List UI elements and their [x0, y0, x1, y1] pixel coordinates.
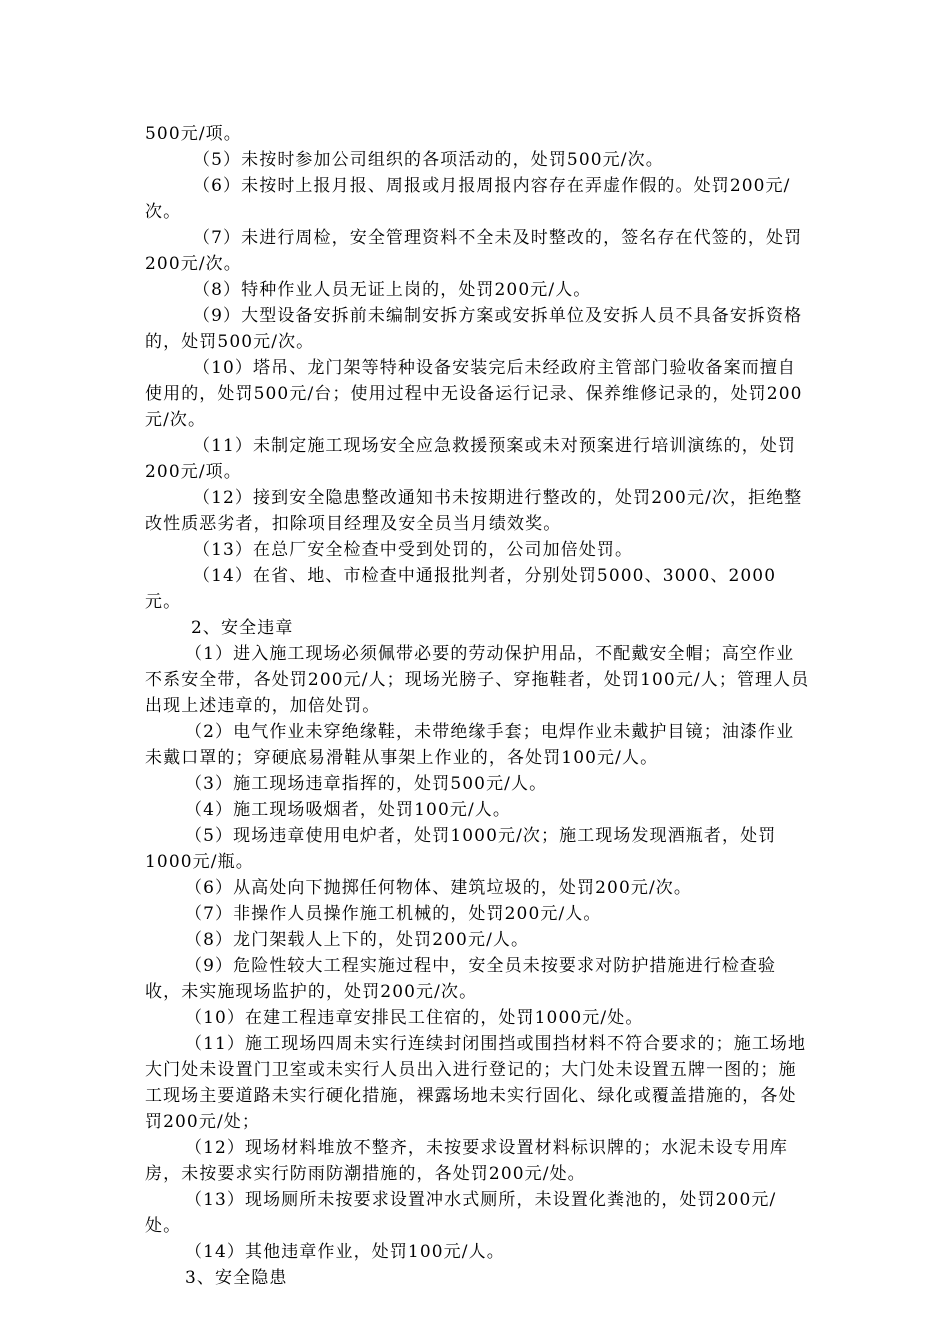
violation-item-11: （11）施工现场四周未实行连续封闭围挡或围挡材料不符合要求的；施工场地大门处未设置门卫室或未实行人员出入进行登记的；大门处未设置五牌一图的；施工现场主要道路未实行硬化措施，裸露场地未实行固化、绿化或覆盖措施的，各处罚200元/处； — [145, 1034, 807, 1132]
violation-item-8: （8）龙门架载人上下的，处罚200元/人。 — [185, 930, 530, 950]
violation-item-13: （13）现场厕所未按要求设置冲水式厕所，未设置化粪池的，处罚200元/处。 — [145, 1190, 777, 1236]
penalty-item-6: （6）未按时上报月报、周报或月报周报内容存在弄虚作假的。处罚200元/次。 — [145, 176, 791, 222]
violation-item-9: （9）危险性较大工程实施过程中，安全员未按要求对防护措施进行检查验收，未实施现场监护的，处罚200元/次。 — [145, 956, 777, 1002]
penalty-item-5: （5）未按时参加公司组织的各项活动的，处罚500元/次。 — [193, 150, 664, 170]
violation-item-3: （3）施工现场违章指挥的，处罚500元/人。 — [185, 774, 548, 794]
penalty-item-13: （13）在总厂安全检查中受到处罚的，公司加倍处罚。 — [193, 540, 634, 560]
violation-item-10: （10）在建工程违章安排民工住宿的，处罚1000元/处。 — [185, 1008, 644, 1028]
section-heading-safety-hazards: 3、安全隐患 — [185, 1268, 288, 1288]
penalty-item-14: （14）在省、地、市检查中通报批判者，分别处罚5000、3000、2000元。 — [145, 566, 777, 612]
penalty-item-12: （12）接到安全隐患整改通知书未按期进行整改的，处罚200元/次，拒绝整改性质恶劣者，扣除项目经理及安全员当月绩效奖。 — [145, 488, 803, 534]
violation-item-1: （1）进入施工现场必须佩带必要的劳动保护用品，不配戴安全帽；高空作业不系安全带，各处罚200元/人；现场光膀子、穿拖鞋者，处罚100元/人；管理人员出现上述违章的，加倍处罚。 — [145, 644, 810, 716]
violation-item-5: （5）现场违章使用电炉者，处罚1000元/次；施工现场发现酒瓶者，处罚1000元/瓶。 — [145, 826, 777, 872]
penalty-item-10: （10）塔吊、龙门架等特种设备安装完后未经政府主管部门验收备案而擅自使用的，处罚500元/台；使用过程中无设备运行记录、保养维修记录的，处罚200元/次。 — [145, 358, 803, 430]
penalty-item-9: （9）大型设备安拆前未编制安拆方案或安拆单位及安拆人员不具备安拆资格的，处罚500元/次。 — [145, 306, 803, 352]
penalty-item-11: （11）未制定施工现场安全应急救援预案或未对预案进行培训演练的，处罚200元/项。 — [145, 436, 797, 482]
violation-item-4: （4）施工现场吸烟者，处罚100元/人。 — [185, 800, 511, 820]
violation-item-6: （6）从高处向下抛掷任何物体、建筑垃圾的，处罚200元/次。 — [185, 878, 692, 898]
violation-item-14: （14）其他违章作业，处罚100元/人。 — [185, 1242, 505, 1262]
violation-item-7: （7）非操作人员操作施工机械的，处罚200元/人。 — [185, 904, 602, 924]
paragraph-continuation: 500元/项。 — [145, 124, 242, 144]
section-heading-safety-violations: 2、安全违章 — [191, 618, 294, 638]
penalty-item-7: （7）未进行周检，安全管理资料不全未及时整改的，签名存在代签的，处罚200元/次。 — [145, 228, 803, 274]
violation-item-2: （2）电气作业未穿绝缘鞋，未带绝缘手套；电焊作业未戴护目镜；油漆作业未戴口罩的；穿硬底易滑鞋从事架上作业的，各处罚100元/人。 — [145, 722, 795, 768]
penalty-item-8: （8）特种作业人员无证上岗的，处罚200元/人。 — [193, 280, 592, 300]
document-body — [145, 121, 810, 1291]
violation-item-12: （12）现场材料堆放不整齐，未按要求设置材料标识牌的；水泥未设专用库房，未按要求实行防雨防潮措施的，各处罚200元/处。 — [145, 1138, 789, 1184]
